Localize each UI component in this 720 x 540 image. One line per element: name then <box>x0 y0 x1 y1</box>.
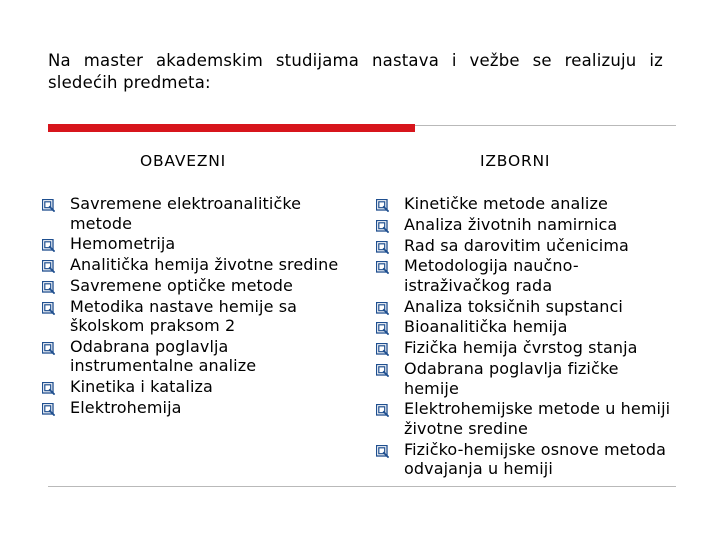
checkbox-square-icon <box>42 197 55 210</box>
subject-label: Elektrohemijske metode u hemiji životne sredine <box>404 399 671 438</box>
checkbox-square-icon <box>376 218 389 231</box>
subject-label: Bioanalitička hemija <box>404 317 568 337</box>
subject-label: Savremene elektroanalitičke metode <box>70 194 302 233</box>
checkbox-square-icon <box>376 259 389 272</box>
checkbox-square-icon <box>42 279 55 292</box>
subject-label: Savremene optičke metode <box>70 275 293 295</box>
subject-label: Metodika nastave hemije sa školskom praksom 2 <box>70 296 298 336</box>
checkbox-square-icon <box>42 401 55 414</box>
subject-label: Hemometrija <box>70 234 176 254</box>
list-item <box>376 338 676 358</box>
list-item <box>376 194 676 214</box>
subject-label: Kinetičke metode analize <box>404 194 608 213</box>
subject-label: Analitička hemija životne sredine <box>70 255 339 275</box>
checkbox-square-icon <box>376 443 389 456</box>
checkbox-square-icon <box>42 258 55 271</box>
checkbox-square-icon <box>42 380 55 393</box>
subject-label: Elektrohemija <box>70 398 182 418</box>
checkbox-square-icon <box>376 320 389 333</box>
list-item <box>42 234 342 254</box>
checkbox-square-icon <box>376 362 389 375</box>
list-item <box>376 359 676 398</box>
list-item <box>42 276 342 296</box>
list-item <box>376 215 676 235</box>
checkbox-square-icon <box>376 402 389 415</box>
checkbox-square-icon <box>376 300 389 313</box>
checkbox-square-icon <box>376 197 389 210</box>
list-item <box>42 337 342 376</box>
subject-label: Fizičko-hemijske osnove metoda odvajanja u hemiji <box>404 439 667 479</box>
list-item <box>376 317 676 337</box>
intro-paragraph: Na master akademskim studijama nastava i vežbe se realizuju iz sledećih predmeta: <box>48 51 663 92</box>
subject-label: Odabrana poglavlja fizičke hemije <box>404 359 619 398</box>
subject-label: Rad sa darovitim učenicima <box>404 235 629 255</box>
list-item <box>42 377 342 397</box>
list-item <box>376 297 676 317</box>
heading-izborni: IZBORNI <box>480 152 551 170</box>
subject-label: Fizička hemija čvrstog stanja <box>404 338 638 358</box>
subject-label: Kinetika i kataliza <box>70 377 213 397</box>
checkbox-square-icon <box>42 300 55 313</box>
list-obavezni <box>42 194 342 419</box>
list-item <box>42 297 342 336</box>
subject-label: Analiza toksičnih supstanci <box>404 296 623 316</box>
subject-label: Analiza životnih namirnica <box>404 214 618 234</box>
heading-obavezni: OBAVEZNI <box>140 152 227 170</box>
list-item <box>376 399 676 438</box>
checkbox-square-icon <box>42 237 55 250</box>
list-item <box>376 236 676 256</box>
list-item <box>376 256 676 295</box>
subject-label: Metodologija naučno-istraživačkog rada <box>404 256 579 295</box>
list-item <box>42 398 342 418</box>
list-item <box>42 194 342 233</box>
checkbox-square-icon <box>376 341 389 354</box>
header-divider-accent <box>48 124 415 132</box>
footer-divider <box>48 486 676 487</box>
list-item <box>376 440 676 479</box>
checkbox-square-icon <box>376 239 389 252</box>
list-item <box>42 255 342 275</box>
checkbox-square-icon <box>42 340 55 353</box>
subject-label: Odabrana poglavlja instrumentalne analize <box>70 336 257 376</box>
list-izborni <box>376 194 676 480</box>
